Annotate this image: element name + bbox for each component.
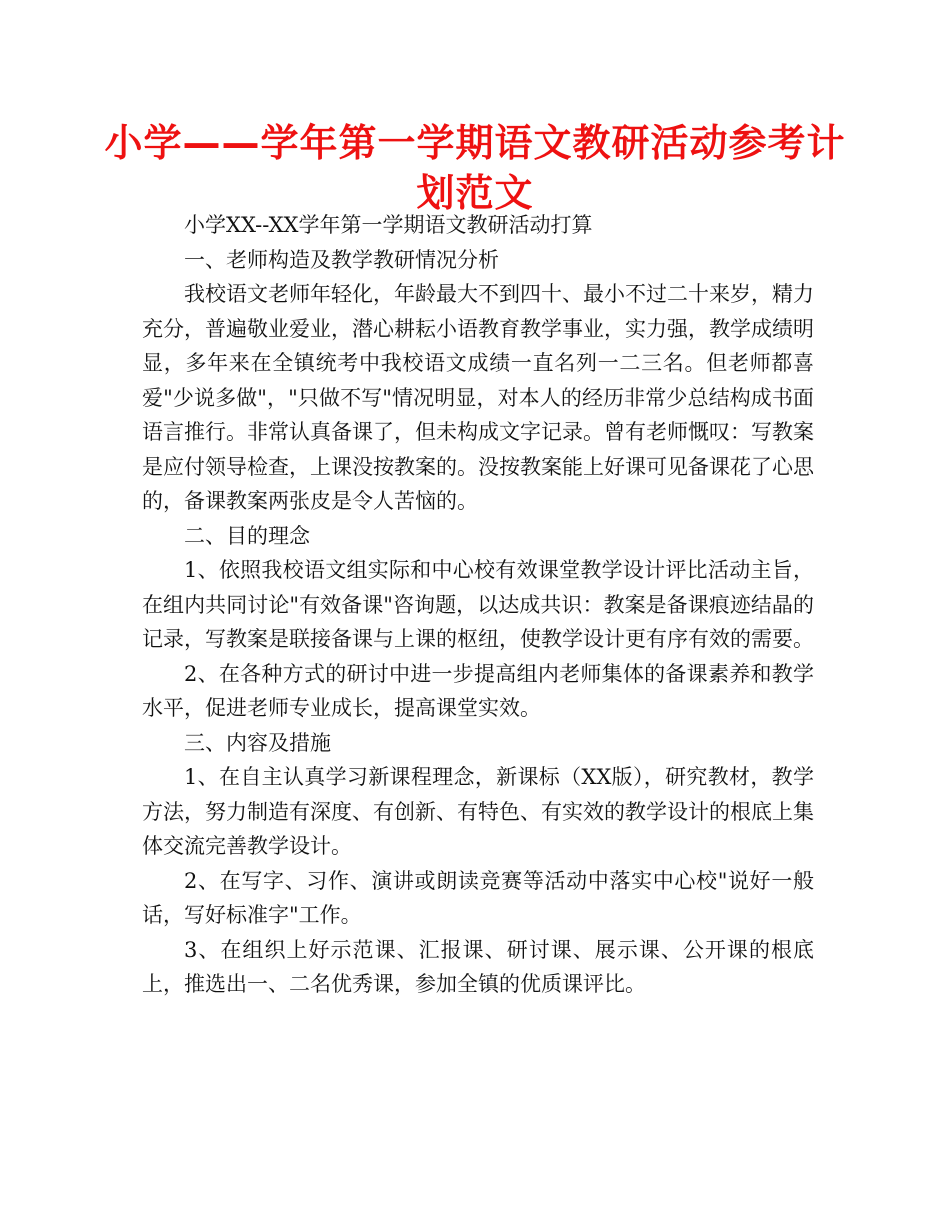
paragraph: 1、依照我校语文组实际和中心校有效课堂教学设计评比活动主旨，在组内共同讨论"有效备课"咨询题，以达成共识：教案是备课痕迹结晶的记录，写教案是联接备课与上课的枢纽，使教学设计更有序有效的需要。 bbox=[142, 558, 814, 651]
paragraph: 2、在各种方式的研讨中进一步提高组内老师集体的备课素养和教学水平，促进老师专业成长，提高课堂实效。 bbox=[142, 661, 814, 720]
section-heading: 一、老师构造及教学教研情况分析 bbox=[184, 247, 499, 272]
section-heading: 三、内容及措施 bbox=[184, 730, 331, 755]
paragraph: 小学XX--XX学年第一学期语文教研活动打算 bbox=[184, 213, 593, 237]
paragraph: 我校语文老师年轻化，年龄最大不到四十、最小不过二十来岁，精力充分，普遍敬业爱业，潜心耕耘小语教育教学事业，实力强，教学成绩明显，多年来在全镇统考中我校语文成绩一直名列一二三名。但老师都喜爱"少说多做"，"只做不写"情况明显，对本人的经历非常少总结构成书面语言推行。非常认真备课了，但未构成文字记录。曾有老师慨叹：写教案是应付领导检查，上课没按教案的。没按教案能上好课可见备课花了心思的，备课教案两张皮是令人苦恼的。 bbox=[142, 282, 814, 513]
section-heading: 二、目的理念 bbox=[184, 523, 310, 548]
paragraph: 3、在组织上好示范课、汇报课、研讨课、展示课、公开课的根底上，推选出一、二名优秀课，参加全镇的优质课评比。 bbox=[142, 937, 814, 996]
document-body bbox=[142, 208, 814, 1002]
document-title: 小学——学年第一学期语文教研活动参考计划范文 bbox=[104, 121, 846, 215]
paragraph: 2、在写字、习作、演讲或朗读竞赛等活动中落实中心校"说好一般话，写好标准字"工作。 bbox=[142, 868, 814, 927]
paragraph: 1、在自主认真学习新课程理念，新课标（XX版），研究教材，教学方法，努力制造有深度、有创新、有特色、有实效的教学设计的根底上集体交流完善教学设计。 bbox=[142, 765, 814, 858]
